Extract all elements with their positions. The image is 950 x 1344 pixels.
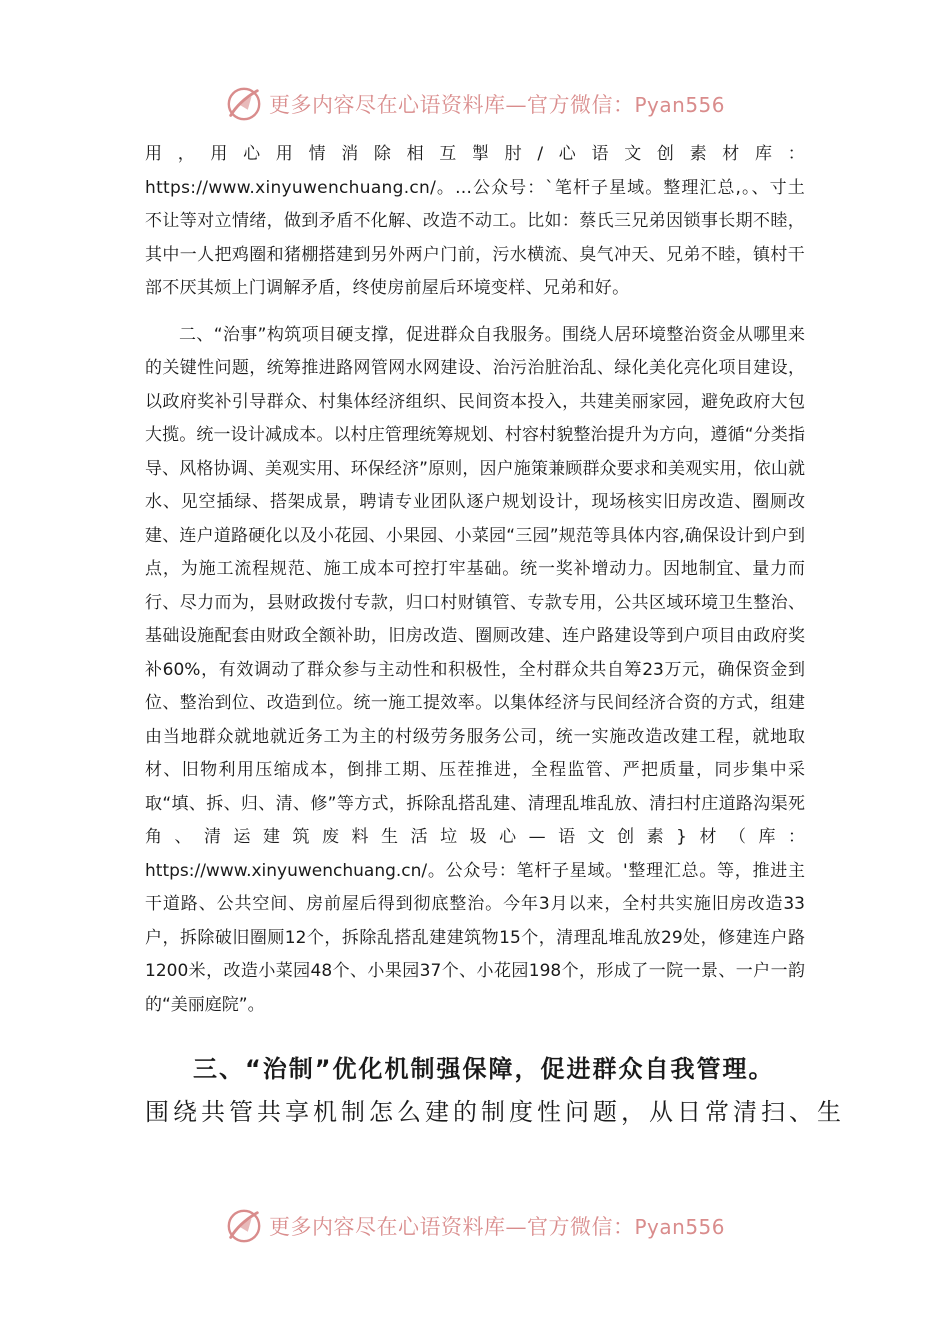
pen-circle-logo-icon: [225, 85, 263, 123]
paragraph-2: 二、“治事”构筑项目硬支撑，促进群众自我服务。围绕人居环境整治资金从哪里来的关键性问题，统筹推进路网管网水网建设、治污治脏治乱、绿化美化亮化项目建设，以政府奖补引导群众、村集体经济组织、民间资本投入，共建美丽家园，避免政府大包大揽。统一设计减成本。以村庄管理统筹规划、村容村貌整治提升为方向，遵循“分类指导、风格协调、美观实用、环保经济”原则，因户施策兼顾群众要求和美观实用，依山就水、见空插绿、搭架成景，聘请专业团队逐户规划设计，现场核实旧房改造、圈厕改建、连户道路硬化以及小花园、小果园、小菜园“三园”规范等具体内容,确保设计到户到点，为施工流程规范、施工成本可控打牢基础。统一奖补增动力。因地制宜、量力而行、尽力而为，县财政拨付专款，归口村财镇管、专款专用，公共区域环境卫生整治、基础设施配套由财政全额补助，旧房改造、圈厕改建、连户路建设等到户项目由政府奖补60%，有效调动了群众参与主动性和积极性，全村群众共自筹23万元，确保资金到位、整治到位、改造到位。统一施工提效率。以集体经济与民间经济合资的方式，组建由当地群众就地就近务工为主的村级劳务服务公司，统一实施改造改建工程，就地取材、旧物利用压缩成本，倒排工期、压茬推进，全程监管、严把质量，同步集中采取“填、拆、归、清、修”等方式，拆除乱搭乱建、清理乱堆乱放、清扫村庄道路沟渠死角、清运建筑废料生活垃圾心—语文创素}材（库：https://www.xinyuwenchuang.cn/。公众号：笔杆子星域。'整理汇总。等，推进主干道路、公共空间、房前屋后得到彻底整治。今年3月以来，全村共实施旧房改造33户，拆除破旧圈厕12个，拆除乱搭乱建建筑物15个，清理乱堆乱放29处，修建连户路1200米，改造小菜园48个、小果园37个、小花园198个，形成了一院一景、一户一韵的“美丽庭院”。: [145, 324, 805, 1015]
wechat-id: Pyan556: [634, 1215, 726, 1239]
banner-text: 更多内容尽在心语资料库—官方微信：Pyan556: [269, 93, 726, 117]
wechat-id: Pyan556: [634, 93, 726, 117]
paragraph-3-start: 围绕共管共享机制怎么建的制度性问题，从日常清扫、生: [145, 1098, 845, 1126]
pen-circle-logo-icon: [225, 1207, 263, 1245]
footer-banner: [225, 1206, 725, 1246]
paragraph-1: 用，用心用情消除相互掣肘/心语文创素材库：https://www.xinyuwenchuang.cn/。…公众号：`笔杆子星域。整理汇总,。、寸土不让等对立情绪，做到矛盾不化解、改造不动工。比如：蔡氏三兄弟因锁事长期不睦，其中一人把鸡圈和猪棚搭建到另外两户门前，污水横流、臭气冲天、兄弟不睦，镇村干部不厌其烦上门调解矛盾，终使房前屋后环境变样、兄弟和好。: [145, 144, 805, 298]
header-banner: [225, 84, 725, 124]
document-body: [145, 138, 845, 1131]
section-heading-3: 三、“治制”优化机制强保障，促进群众自我管理。: [193, 1055, 775, 1083]
banner-text: 更多内容尽在心语资料库—官方微信：Pyan556: [269, 1215, 726, 1239]
